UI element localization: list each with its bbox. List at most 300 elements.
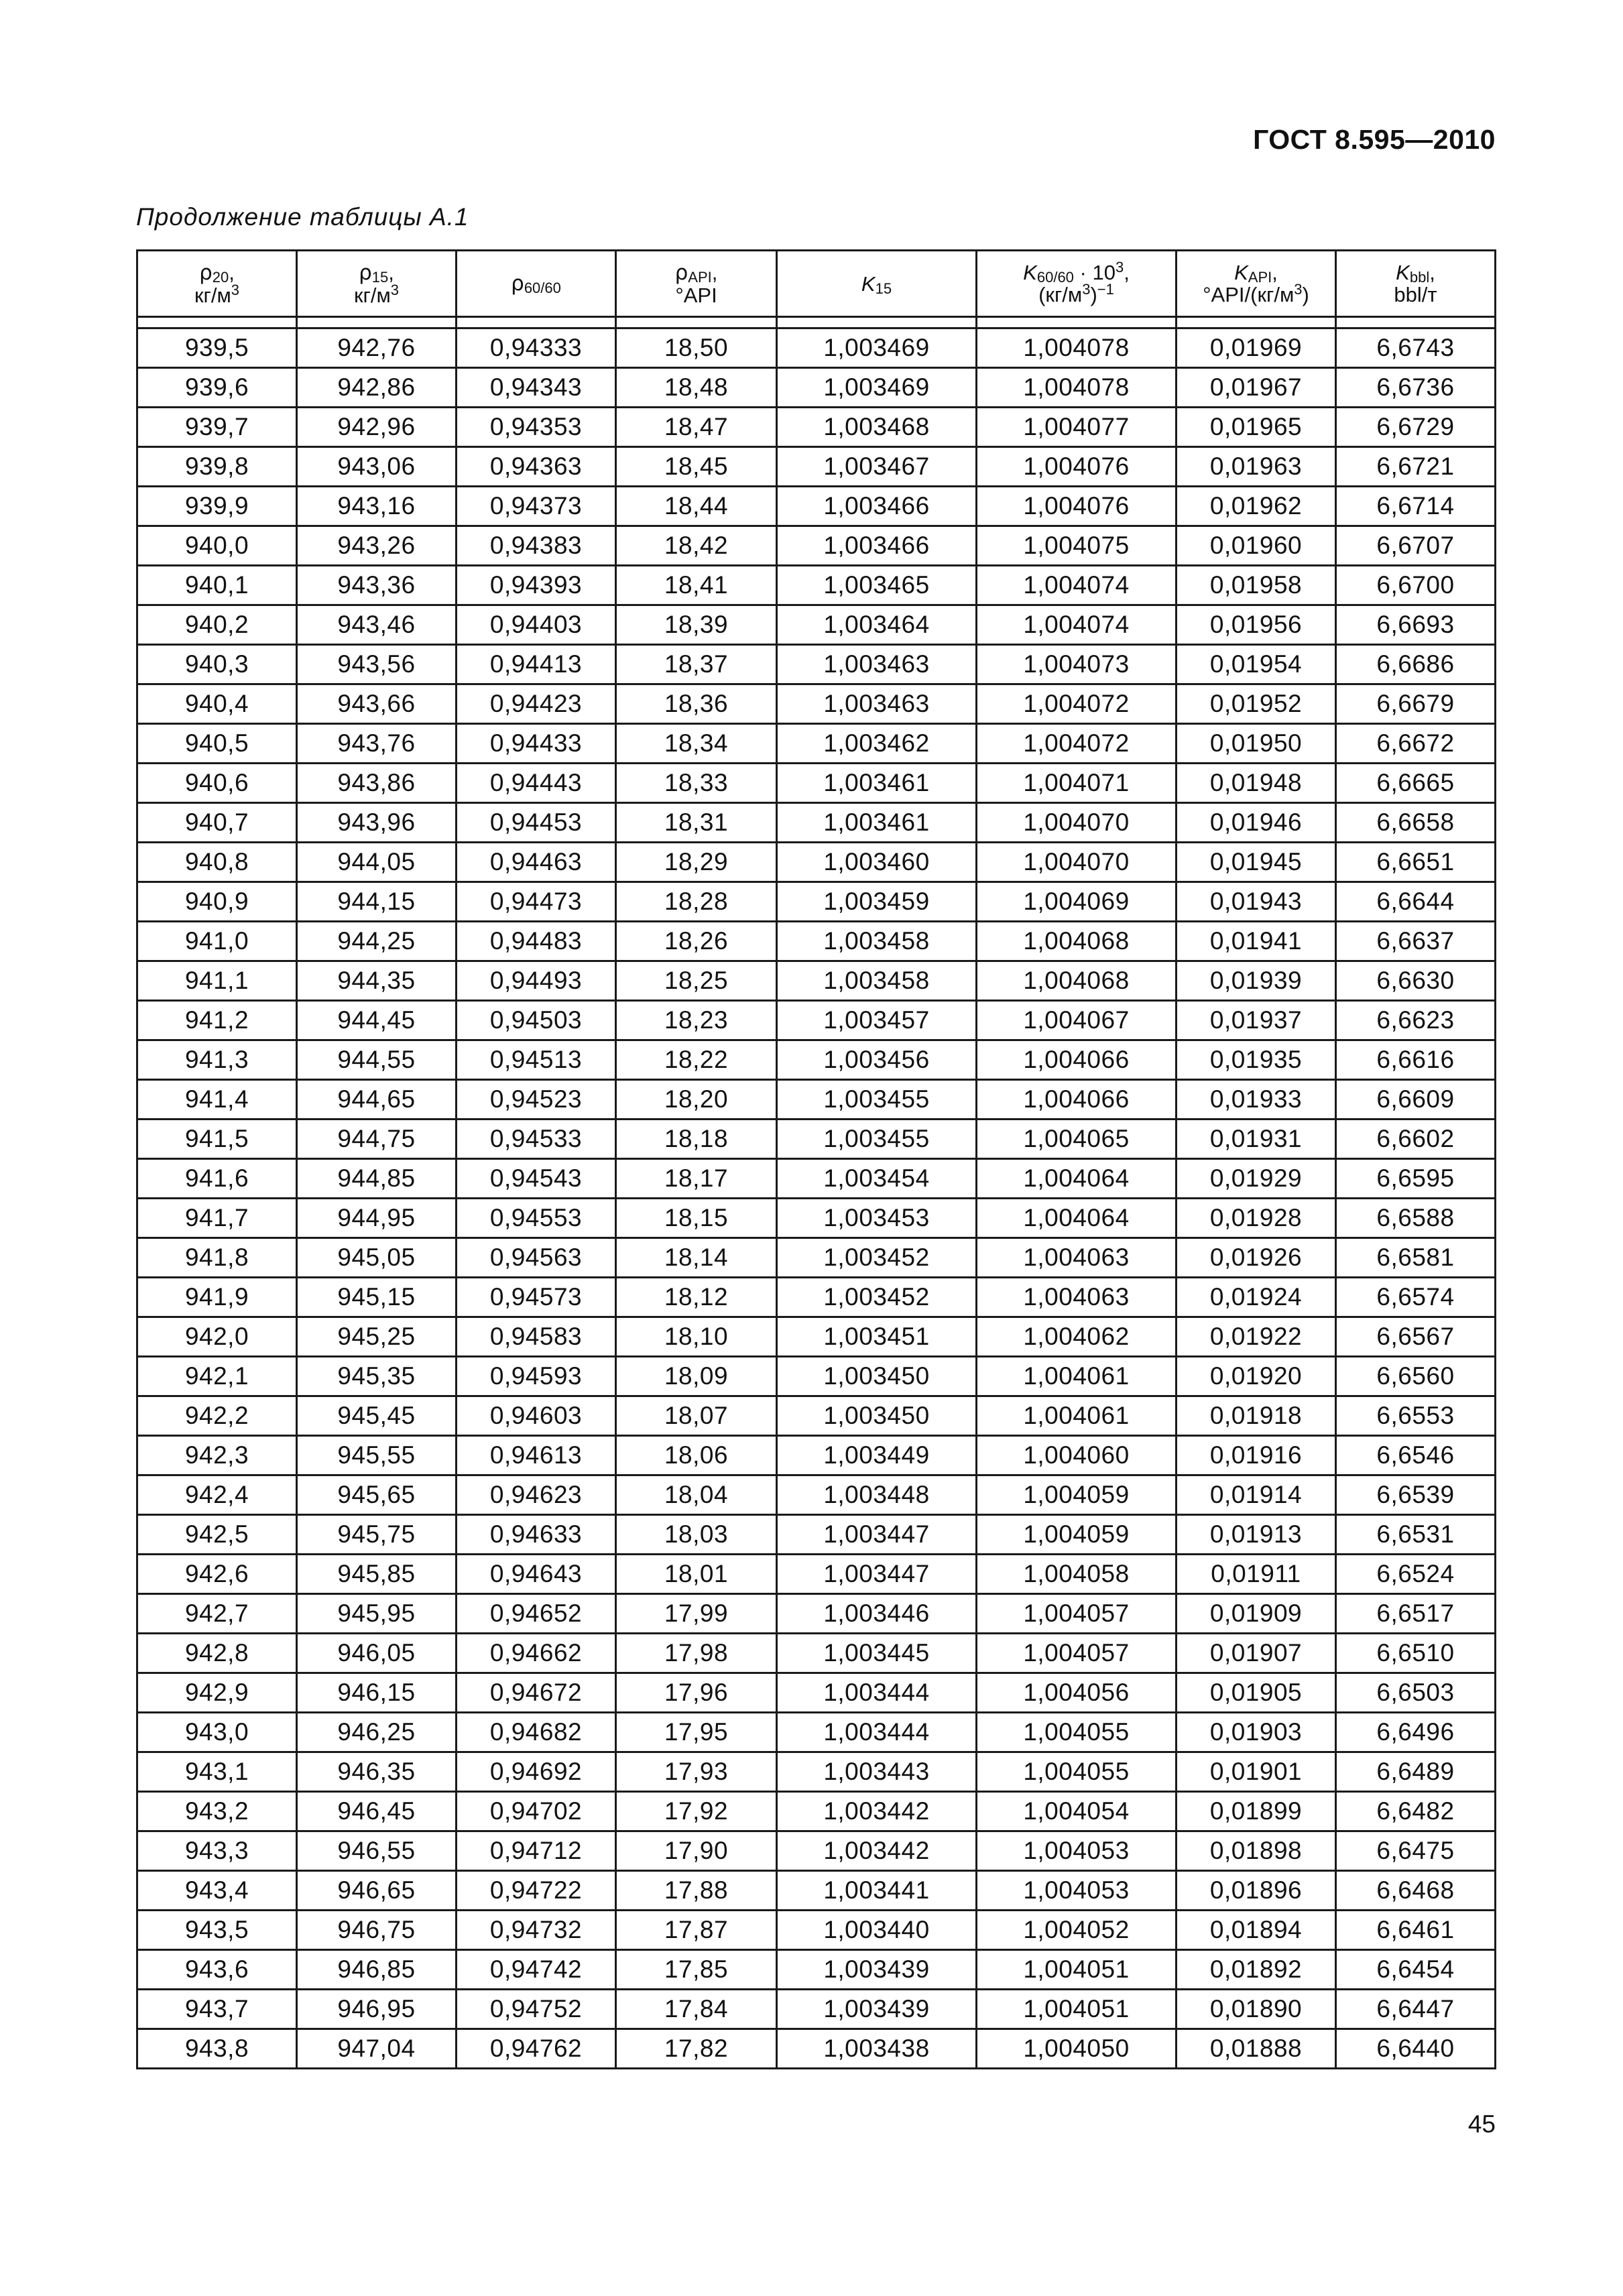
table-cell: 943,7	[137, 1990, 297, 2029]
table-cell: 1,004064	[977, 1199, 1177, 1238]
table-row	[137, 1475, 1496, 1515]
table-cell: 945,55	[297, 1436, 457, 1475]
table-row	[137, 1436, 1496, 1475]
table-cell: 0,01905	[1177, 1673, 1336, 1713]
table-row	[137, 408, 1496, 447]
table-cell: 18,48	[616, 368, 777, 408]
table-cell: 1,003458	[777, 922, 977, 961]
header-k-api: $K_{API}$, $^\circ API/(кг/м^3)$	[1177, 251, 1336, 317]
table-cell: 1,003447	[777, 1515, 977, 1555]
table-cell: 18,36	[616, 684, 777, 724]
table-cell: 6,6707	[1336, 526, 1496, 566]
table-cell: 0,94333	[457, 328, 616, 368]
table-cell: 1,004052	[977, 1911, 1177, 1950]
table-cell: 1,003444	[777, 1673, 977, 1713]
table-cell: 942,8	[137, 1634, 297, 1673]
header-rho20: $\rho_{20}$, $кг/м^3$	[137, 251, 297, 317]
table-cell: 17,92	[616, 1792, 777, 1831]
table-cell: 942,96	[297, 408, 457, 447]
table-cell: 0,94453	[457, 803, 616, 843]
table-cell: 6,6524	[1336, 1555, 1496, 1594]
table-cell: 940,7	[137, 803, 297, 843]
table-cell: 1,003452	[777, 1238, 977, 1278]
table-cell: 6,6531	[1336, 1515, 1496, 1555]
table-cell: 0,01969	[1177, 328, 1336, 368]
table-cell: 1,003443	[777, 1752, 977, 1792]
table-cell: 17,98	[616, 1634, 777, 1673]
table-cell: 18,20	[616, 1080, 777, 1120]
table-cell: 0,01914	[1177, 1475, 1336, 1515]
table-cell: 0,94672	[457, 1673, 616, 1713]
table-cell: 6,6475	[1336, 1831, 1496, 1871]
table-cell: 6,6609	[1336, 1080, 1496, 1120]
table-row	[137, 1159, 1496, 1199]
table-cell: 1,003448	[777, 1475, 977, 1515]
table-cell: 17,88	[616, 1871, 777, 1911]
table-cell: 0,01941	[1177, 922, 1336, 961]
table-cell: 1,004050	[977, 2029, 1177, 2069]
table-cell: 944,35	[297, 961, 457, 1001]
table-cell: 944,55	[297, 1040, 457, 1080]
header-k15: $K_{15}$	[777, 251, 977, 317]
table-cell: 0,94553	[457, 1199, 616, 1238]
table-cell: 17,90	[616, 1831, 777, 1871]
table-cell: 942,86	[297, 368, 457, 408]
table-cell: 1,003466	[777, 487, 977, 526]
table-cell: 1,004066	[977, 1040, 1177, 1080]
table-cell: 0,94712	[457, 1831, 616, 1871]
table-cell: 1,003440	[777, 1911, 977, 1950]
table-cell: 0,94403	[457, 605, 616, 645]
table-cell: 0,01888	[1177, 2029, 1336, 2069]
table-cell: 1,003438	[777, 2029, 977, 2069]
table-cell: 941,0	[137, 922, 297, 961]
table-cell: 18,41	[616, 566, 777, 605]
table-cell: 1,004055	[977, 1713, 1177, 1752]
table-cell: 1,003462	[777, 724, 977, 764]
table-cell: 6,6630	[1336, 961, 1496, 1001]
table-cell: 1,003469	[777, 368, 977, 408]
table-cell: 18,18	[616, 1120, 777, 1159]
table-cell: 6,6721	[1336, 447, 1496, 487]
table-cell: 0,01916	[1177, 1436, 1336, 1475]
table-cell: 942,2	[137, 1396, 297, 1436]
table-row	[137, 922, 1496, 961]
header-spacer-row	[137, 317, 1496, 328]
table-cell: 946,35	[297, 1752, 457, 1792]
table-cell: 0,94662	[457, 1634, 616, 1673]
table-cell: 946,25	[297, 1713, 457, 1752]
table-cell: 0,94702	[457, 1792, 616, 1831]
table-cell: 943,2	[137, 1792, 297, 1831]
table-cell: 6,6510	[1336, 1634, 1496, 1673]
table-cell: 18,07	[616, 1396, 777, 1436]
table-cell: 1,003442	[777, 1792, 977, 1831]
table-cell: 0,94433	[457, 724, 616, 764]
table-cell: 0,94343	[457, 368, 616, 408]
table-cell: 0,01946	[1177, 803, 1336, 843]
table-cell: 0,94443	[457, 764, 616, 803]
table-cell: 1,003450	[777, 1396, 977, 1436]
table-cell: 6,6454	[1336, 1950, 1496, 1990]
table-row	[137, 684, 1496, 724]
table-cell: 0,01890	[1177, 1990, 1336, 2029]
table-cell: 943,36	[297, 566, 457, 605]
table-cell: 1,003467	[777, 447, 977, 487]
table-cell: 18,15	[616, 1199, 777, 1238]
table-cell: 0,94483	[457, 922, 616, 961]
table-cell: 18,31	[616, 803, 777, 843]
table-cell: 1,004058	[977, 1555, 1177, 1594]
table-cell: 6,6729	[1336, 408, 1496, 447]
table-cell: 6,6440	[1336, 2029, 1496, 2069]
table-cell: 943,86	[297, 764, 457, 803]
table-cell: 18,42	[616, 526, 777, 566]
table-row	[137, 1831, 1496, 1871]
table-cell: 1,003463	[777, 645, 977, 684]
table-row	[137, 1634, 1496, 1673]
table-cell: 940,5	[137, 724, 297, 764]
page-number: 45	[1467, 2110, 1496, 2138]
table-cell: 1,003459	[777, 882, 977, 922]
table-cell: 6,6700	[1336, 566, 1496, 605]
table-cell: 0,01958	[1177, 566, 1336, 605]
table-cell: 0,94393	[457, 566, 616, 605]
table-row	[137, 764, 1496, 803]
table-cell: 1,004076	[977, 447, 1177, 487]
table-cell: 6,6644	[1336, 882, 1496, 922]
table-cell: 945,05	[297, 1238, 457, 1278]
table-cell: 18,29	[616, 843, 777, 882]
density-table	[136, 249, 1496, 2069]
table-cell: 18,06	[616, 1436, 777, 1475]
table-cell: 946,65	[297, 1871, 457, 1911]
table-cell: 945,15	[297, 1278, 457, 1317]
table-cell: 0,01918	[1177, 1396, 1336, 1436]
table-cell: 18,45	[616, 447, 777, 487]
table-row	[137, 724, 1496, 764]
table-cell: 1,003446	[777, 1594, 977, 1634]
table-row	[137, 368, 1496, 408]
table-cell: 0,94413	[457, 645, 616, 684]
table-row	[137, 447, 1496, 487]
table-cell: 6,6553	[1336, 1396, 1496, 1436]
table-cell: 942,0	[137, 1317, 297, 1357]
table-cell: 945,65	[297, 1475, 457, 1515]
table-cell: 1,003449	[777, 1436, 977, 1475]
table-cell: 0,94682	[457, 1713, 616, 1752]
table-cell: 0,94652	[457, 1594, 616, 1634]
table-cell: 942,4	[137, 1475, 297, 1515]
table-cell: 943,5	[137, 1911, 297, 1950]
table-cell: 18,44	[616, 487, 777, 526]
table-cell: 946,55	[297, 1831, 457, 1871]
table-cell: 1,004055	[977, 1752, 1177, 1792]
table-cell: 18,28	[616, 882, 777, 922]
table-cell: 944,45	[297, 1001, 457, 1040]
table-cell: 18,50	[616, 328, 777, 368]
table-cell: 1,004056	[977, 1673, 1177, 1713]
table-cell: 1,004075	[977, 526, 1177, 566]
table-cell: 0,01963	[1177, 447, 1336, 487]
table-cell: 1,004060	[977, 1436, 1177, 1475]
table-cell: 0,94752	[457, 1990, 616, 2029]
table-cell: 941,7	[137, 1199, 297, 1238]
table-cell: 941,3	[137, 1040, 297, 1080]
table-cell: 0,94563	[457, 1238, 616, 1278]
table-cell: 17,85	[616, 1950, 777, 1990]
table-cell: 0,94732	[457, 1911, 616, 1950]
table-cell: 6,6567	[1336, 1317, 1496, 1357]
table-cell: 0,01935	[1177, 1040, 1336, 1080]
table-cell: 18,34	[616, 724, 777, 764]
table-cell: 18,37	[616, 645, 777, 684]
table-cell: 1,004065	[977, 1120, 1177, 1159]
table-row	[137, 882, 1496, 922]
table-cell: 940,4	[137, 684, 297, 724]
table-cell: 1,004072	[977, 684, 1177, 724]
table-cell: 17,96	[616, 1673, 777, 1713]
table-row	[137, 1238, 1496, 1278]
table-cell: 941,5	[137, 1120, 297, 1159]
table-row	[137, 1950, 1496, 1990]
header-k60-60: $K_{60/60} \cdot 10^3$, $(кг/м^3)^{-1}$	[977, 251, 1177, 317]
table-row	[137, 803, 1496, 843]
table-cell: 0,94383	[457, 526, 616, 566]
table-cell: 6,6651	[1336, 843, 1496, 882]
table-cell: 17,84	[616, 1990, 777, 2029]
table-cell: 18,25	[616, 961, 777, 1001]
table-cell: 0,01896	[1177, 1871, 1336, 1911]
table-cell: 0,94423	[457, 684, 616, 724]
table-cell: 0,01962	[1177, 487, 1336, 526]
table-cell: 940,9	[137, 882, 297, 922]
table-cell: 0,94533	[457, 1120, 616, 1159]
table-cell: 6,6595	[1336, 1159, 1496, 1199]
table-cell: 0,94513	[457, 1040, 616, 1080]
table-cell: 0,01943	[1177, 882, 1336, 922]
table-cell: 1,003447	[777, 1555, 977, 1594]
table-cell: 1,004078	[977, 328, 1177, 368]
table-cell: 943,26	[297, 526, 457, 566]
table-cell: 6,6560	[1336, 1357, 1496, 1396]
table-cell: 18,39	[616, 605, 777, 645]
table-cell: 944,75	[297, 1120, 457, 1159]
table-cell: 942,9	[137, 1673, 297, 1713]
table-cell: 942,7	[137, 1594, 297, 1634]
table-cell: 941,9	[137, 1278, 297, 1317]
table-row	[137, 1080, 1496, 1120]
table-cell: 0,94523	[457, 1080, 616, 1120]
table-cell: 6,6447	[1336, 1990, 1496, 2029]
table-cell: 940,6	[137, 764, 297, 803]
table-cell: 6,6658	[1336, 803, 1496, 843]
table-cell: 1,004057	[977, 1594, 1177, 1634]
table-cell: 1,003456	[777, 1040, 977, 1080]
table-cell: 943,56	[297, 645, 457, 684]
table-cell: 6,6588	[1336, 1199, 1496, 1238]
table-row	[137, 328, 1496, 368]
table-cell: 946,75	[297, 1911, 457, 1950]
table-cell: 1,004062	[977, 1317, 1177, 1357]
table-cell: 0,01899	[1177, 1792, 1336, 1831]
table-cell: 0,94573	[457, 1278, 616, 1317]
table-cell: 6,6637	[1336, 922, 1496, 961]
table-row	[137, 961, 1496, 1001]
table-row	[137, 1871, 1496, 1911]
table-cell: 0,94363	[457, 447, 616, 487]
table-cell: 0,94463	[457, 843, 616, 882]
table-row	[137, 2029, 1496, 2069]
table-cell: 6,6503	[1336, 1673, 1496, 1713]
table-cell: 947,04	[297, 2029, 457, 2069]
table-cell: 18,47	[616, 408, 777, 447]
header-rho15: $\rho_{15}$, $кг/м^3$	[297, 251, 457, 317]
table-row	[137, 1713, 1496, 1752]
table-cell: 1,004069	[977, 882, 1177, 922]
table-row	[137, 1001, 1496, 1040]
table-cell: 1,003463	[777, 684, 977, 724]
table-cell: 1,004053	[977, 1831, 1177, 1871]
table-cell: 6,6489	[1336, 1752, 1496, 1792]
table-cell: 1,003454	[777, 1159, 977, 1199]
table-cell: 1,004061	[977, 1357, 1177, 1396]
table-cell: 18,17	[616, 1159, 777, 1199]
table-cell: 1,003452	[777, 1278, 977, 1317]
table-cell: 943,16	[297, 487, 457, 526]
table-cell: 944,85	[297, 1159, 457, 1199]
table-cell: 6,6546	[1336, 1436, 1496, 1475]
table-cell: 942,3	[137, 1436, 297, 1475]
table-header	[137, 251, 1496, 328]
table-cell: 6,6574	[1336, 1278, 1496, 1317]
table-cell: 6,6539	[1336, 1475, 1496, 1515]
table-cell: 946,45	[297, 1792, 457, 1831]
table-cell: 0,94692	[457, 1752, 616, 1792]
table-cell: 1,003442	[777, 1831, 977, 1871]
table-cell: 0,94742	[457, 1950, 616, 1990]
table-cell: 1,004051	[977, 1990, 1177, 2029]
table-cell: 0,94762	[457, 2029, 616, 2069]
table-cell: 0,01965	[1177, 408, 1336, 447]
table-cell: 0,01945	[1177, 843, 1336, 882]
table-cell: 1,004074	[977, 605, 1177, 645]
table-cell: 941,8	[137, 1238, 297, 1278]
table-cell: 0,01909	[1177, 1594, 1336, 1634]
table-cell: 6,6743	[1336, 328, 1496, 368]
table-cell: 6,6496	[1336, 1713, 1496, 1752]
table-cell: 6,6623	[1336, 1001, 1496, 1040]
table-cell: 943,06	[297, 447, 457, 487]
table-cell: 943,4	[137, 1871, 297, 1911]
table-cell: 0,01901	[1177, 1752, 1336, 1792]
table-cell: 1,003461	[777, 803, 977, 843]
table-cell: 0,01903	[1177, 1713, 1336, 1752]
table-cell: 6,6602	[1336, 1120, 1496, 1159]
table-cell: 0,01894	[1177, 1911, 1336, 1950]
table-cell: 1,003461	[777, 764, 977, 803]
table-cell: 6,6468	[1336, 1871, 1496, 1911]
table-cell: 0,01922	[1177, 1317, 1336, 1357]
table-cell: 0,94583	[457, 1317, 616, 1357]
table-cell: 946,05	[297, 1634, 457, 1673]
table-cell: 943,1	[137, 1752, 297, 1792]
table-cell: 1,003468	[777, 408, 977, 447]
table-row	[137, 1357, 1496, 1396]
table-cell: 942,1	[137, 1357, 297, 1396]
table-cell: 944,95	[297, 1199, 457, 1238]
table-cell: 0,01907	[1177, 1634, 1336, 1673]
table-cell: 1,004063	[977, 1238, 1177, 1278]
table-cell: 0,01913	[1177, 1515, 1336, 1555]
table-row	[137, 1199, 1496, 1238]
table-cell: 17,93	[616, 1752, 777, 1792]
table-cell: 944,15	[297, 882, 457, 922]
table-cell: 0,01952	[1177, 684, 1336, 724]
table-row	[137, 526, 1496, 566]
document-code: ГОСТ 8.595—2010	[1253, 124, 1496, 155]
table-cell: 0,01933	[1177, 1080, 1336, 1120]
table-cell: 17,99	[616, 1594, 777, 1634]
header-k-bbl: $K_{bbl}$, bbl/т	[1336, 251, 1496, 317]
table-cell: 0,94503	[457, 1001, 616, 1040]
table-cell: 1,004077	[977, 408, 1177, 447]
table-row	[137, 1911, 1496, 1950]
table-cell: 1,004057	[977, 1634, 1177, 1673]
table-cell: 18,12	[616, 1278, 777, 1317]
table-cell: 6,6714	[1336, 487, 1496, 526]
table-cell: 939,9	[137, 487, 297, 526]
table-cell: 6,6482	[1336, 1792, 1496, 1831]
table-cell: 941,6	[137, 1159, 297, 1199]
table-cell: 945,95	[297, 1594, 457, 1634]
table-cell: 1,004059	[977, 1475, 1177, 1515]
table-cell: 1,003450	[777, 1357, 977, 1396]
table-row	[137, 1515, 1496, 1555]
table-cell: 940,1	[137, 566, 297, 605]
table-cell: 940,0	[137, 526, 297, 566]
table-cell: 939,7	[137, 408, 297, 447]
table-cell: 1,003457	[777, 1001, 977, 1040]
table-cell: 941,4	[137, 1080, 297, 1120]
table-cell: 941,1	[137, 961, 297, 1001]
table-row	[137, 605, 1496, 645]
table-row	[137, 1673, 1496, 1713]
table-cell: 940,3	[137, 645, 297, 684]
table-cell: 1,004078	[977, 368, 1177, 408]
table-cell: 6,6693	[1336, 605, 1496, 645]
table-cell: 945,25	[297, 1317, 457, 1357]
table-row	[137, 1555, 1496, 1594]
table-cell: 941,2	[137, 1001, 297, 1040]
table-cell: 6,6461	[1336, 1911, 1496, 1950]
table-cell: 0,01892	[1177, 1950, 1336, 1990]
table-cell: 0,01898	[1177, 1831, 1336, 1871]
table-cell: 939,6	[137, 368, 297, 408]
table-cell: 1,003451	[777, 1317, 977, 1357]
table-cell: 1,003441	[777, 1871, 977, 1911]
table-cell: 18,33	[616, 764, 777, 803]
table-cell: 943,0	[137, 1713, 297, 1752]
table-cell: 6,6616	[1336, 1040, 1496, 1080]
table-cell: 0,01956	[1177, 605, 1336, 645]
table-cell: 18,22	[616, 1040, 777, 1080]
table-cell: 945,35	[297, 1357, 457, 1396]
table-cell: 18,03	[616, 1515, 777, 1555]
table-cell: 0,01954	[1177, 645, 1336, 684]
table-cell: 0,94593	[457, 1357, 616, 1396]
table-row	[137, 1317, 1496, 1357]
